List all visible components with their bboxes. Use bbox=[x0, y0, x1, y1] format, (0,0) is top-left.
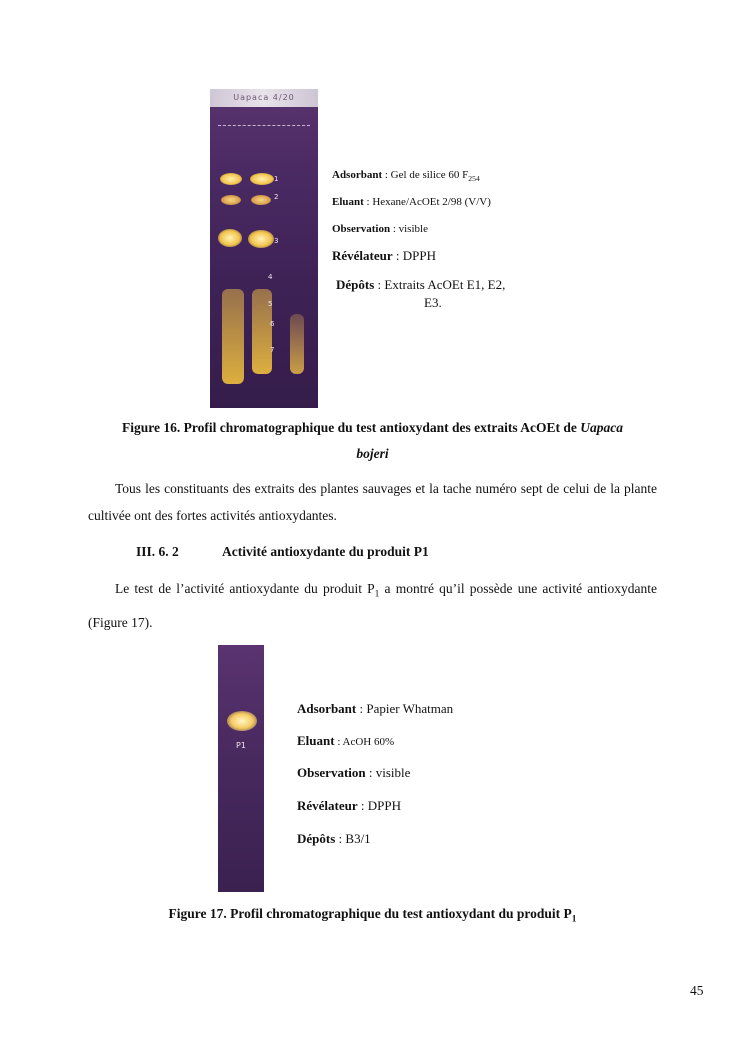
lane1-spot2 bbox=[221, 195, 241, 205]
section-number: III. 6. 2 bbox=[136, 544, 179, 559]
fig17-eluant: Eluant : AcOH 60% bbox=[297, 733, 395, 748]
fig16-revelateur: Révélateur : DPPH bbox=[332, 248, 436, 263]
plate-header-label-strip bbox=[210, 89, 318, 107]
spot-number-5: 5 bbox=[268, 300, 273, 308]
page-number: 45 bbox=[690, 983, 704, 998]
lane2-spot2 bbox=[251, 195, 271, 205]
figure16-caption-line2: bojeri bbox=[356, 446, 389, 461]
tlc-plate-figure16 bbox=[210, 89, 318, 408]
fig17-revelateur: Révélateur : DPPH bbox=[297, 798, 401, 813]
spot-number-3: 3 bbox=[274, 237, 279, 245]
fig16-eluant: Eluant : Hexane/AcOEt 2/98 (V/V) bbox=[332, 196, 491, 208]
lane3-streak bbox=[290, 314, 304, 374]
lane2-spot3 bbox=[248, 230, 274, 248]
section-title: Activité antioxydante du produit P1 bbox=[222, 544, 429, 559]
spot-number-6: 6 bbox=[270, 320, 275, 328]
spot-number-2: 2 bbox=[274, 193, 279, 201]
lane1-streak bbox=[222, 289, 244, 384]
fig17-adsorbant: Adsorbant : Papier Whatman bbox=[297, 701, 454, 716]
lane2-spot1 bbox=[250, 173, 274, 185]
figure16-caption: Figure 16. Profil chromatographique du test antioxydant des extraits AcOEt de Uapaca bbox=[122, 420, 623, 435]
lane1-spot3 bbox=[218, 229, 242, 247]
paragraph-p1-activity: Le test de l’activité antioxydante du produit $P_1$ a montré qu’il possède une activité antioxydante (Figure 17). bbox=[88, 581, 658, 630]
fig16-adsorbant: Adsorbant : Gel de silice 60 $F_{254}$ bbox=[332, 169, 480, 184]
paragraph-antioxydant-results: Tous les constituants des extraits des plantes sauvages et la tache numéro sept de celui de la plante cultivée ont des fortes activités antioxydantes. bbox=[88, 481, 657, 523]
p1-spot bbox=[227, 711, 257, 731]
fig16-observation: Observation : visible bbox=[332, 223, 428, 235]
spot-number-4: 4 bbox=[268, 273, 273, 281]
spot-number-1: 1 bbox=[274, 175, 279, 183]
origin-line bbox=[218, 125, 310, 132]
fig16-depots-line2: E3. bbox=[424, 295, 442, 310]
fig16-depots: Dépôts : Extraits AcOEt E1, E2, bbox=[336, 277, 506, 292]
fig17-observation: Observation : visible bbox=[297, 765, 411, 780]
spot-number-7: 7 bbox=[270, 346, 275, 354]
figure17-caption: Figure 17. Profil chromatographique du test antioxydant du produit $P_1$ bbox=[168, 906, 577, 925]
p1-spot-label: P1 bbox=[236, 741, 246, 750]
plate-handwritten-label: Uapaca 4/20 bbox=[233, 93, 295, 102]
paper-chromatogram-figure17 bbox=[218, 645, 264, 892]
lane1-spot1 bbox=[220, 173, 242, 185]
fig17-depots: Dépôts : B3/1 bbox=[297, 831, 371, 846]
